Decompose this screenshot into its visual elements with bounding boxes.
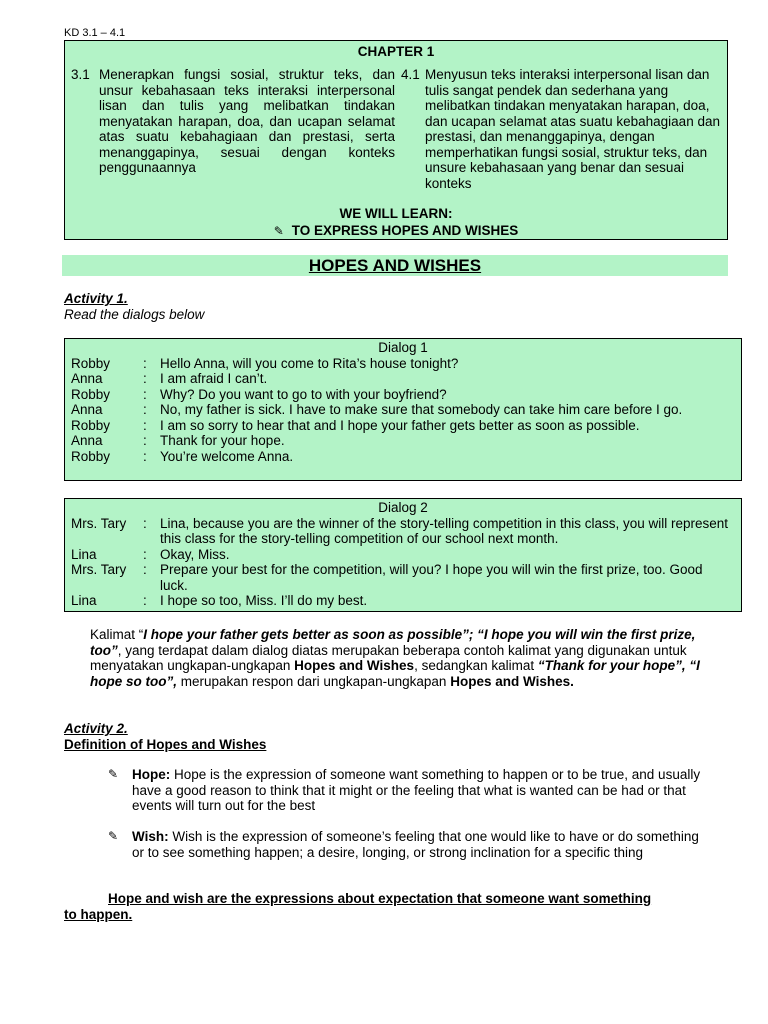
speaker: Robby bbox=[71, 386, 111, 402]
speaker: Robby bbox=[71, 417, 111, 433]
line-text: Hello Anna, will you come to Rita’s house tonight? bbox=[160, 355, 459, 371]
pencil-icon: ✎ bbox=[108, 767, 119, 781]
line-text: Why? Do you want to go to with your boyfriend? bbox=[160, 386, 447, 402]
colon: : bbox=[143, 433, 147, 448]
conclusion bbox=[64, 891, 664, 922]
explanation-part: Kalimat “ bbox=[90, 627, 144, 642]
dialog2-title: Dialog 2 bbox=[378, 500, 428, 515]
line-text: Prepare your best for the competition, will you? I hope you will win the first prize, too. Good luck. bbox=[160, 562, 703, 593]
speaker: Lina bbox=[71, 546, 97, 562]
activity2-subtitle: Definition of Hopes and Wishes bbox=[64, 737, 267, 752]
colon: : bbox=[143, 448, 147, 464]
dialog-line bbox=[65, 418, 741, 434]
speaker: Mrs. Tary bbox=[71, 515, 127, 531]
line-text: Lina, because you are the winner of the story-telling competition in this class, you will represent this class for the story-telling competition of our school next month. bbox=[160, 515, 729, 546]
kd-label: KD 3.1 – 4.1 bbox=[64, 27, 126, 39]
colon: : bbox=[143, 593, 147, 608]
dialog-line bbox=[65, 593, 741, 609]
line-text: Okay, Miss. bbox=[160, 546, 230, 562]
competency-text: Menerapkan fungsi sosial, struktur teks, dan unsur kebahasaan teks interaksi interpersonal lisan dan tulis yang melibatkan tindakan menyatakan harapan, doa, dan ucapan selamat atas suatu kebahagiaan dan prestasi, serta menanggapinya, sesuai dengan konteks penggunaannya bbox=[99, 67, 395, 175]
speaker: Lina bbox=[71, 593, 97, 608]
competency-number: 3.1 bbox=[71, 67, 90, 82]
competency-4-1 bbox=[401, 67, 725, 191]
colon: : bbox=[143, 515, 147, 531]
definition-text bbox=[132, 829, 708, 860]
colon: : bbox=[143, 386, 147, 402]
colon: : bbox=[143, 546, 147, 562]
speaker: Robby bbox=[71, 355, 111, 371]
learn-item-text: TO EXPRESS HOPES AND WISHES bbox=[291, 223, 519, 238]
colon: : bbox=[143, 562, 147, 577]
definition-body: Wish is the expression of someone’s feeling that one would like to have or do something or to see something happen; a desire, longing, or strong inclination for a specific thing bbox=[132, 829, 699, 860]
dialog-line bbox=[65, 449, 741, 465]
speaker: Robby bbox=[71, 448, 111, 464]
line-text: I am so sorry to hear that and I hope your father gets better as soon as possible. bbox=[160, 417, 640, 433]
keyword: Hopes and Wishes bbox=[294, 658, 415, 673]
competency-number: 4.1 bbox=[401, 67, 420, 82]
pencil-icon: ✎ bbox=[108, 829, 119, 843]
explanation-paragraph bbox=[90, 627, 700, 689]
colon: : bbox=[143, 402, 147, 417]
conclusion-text: Hope and wish are the expressions about expectation that someone want something to happen. bbox=[64, 891, 652, 922]
speaker: Anna bbox=[71, 371, 103, 386]
dialog-line bbox=[65, 356, 741, 372]
dialog-line bbox=[65, 433, 741, 449]
explanation-part: , yang terdapat dalam dialog diatas merupakan beberapa contoh kalimat yang digunakan untuk menyatakan ungkapan-ungkapan bbox=[90, 642, 687, 673]
line-text: No, my father is sick. I have to make sure that somebody can take him care before I go. bbox=[160, 402, 683, 417]
learn-item bbox=[65, 223, 727, 240]
definition-body: Hope is the expression of someone want something to happen or to be true, and usually have a good reason to think that it might or the feeling that what is wanted can be had or that events will turn out for the best bbox=[132, 767, 701, 813]
learn-title: WE WILL LEARN: bbox=[339, 206, 453, 221]
colon: : bbox=[143, 371, 147, 386]
line-text: I hope so too, Miss. I’ll do my best. bbox=[160, 593, 368, 608]
dialog-line bbox=[65, 371, 741, 387]
title-band bbox=[62, 255, 728, 276]
example-quote: I hope your father gets better as soon as possible”; “I hope you will win the first prize, too” bbox=[90, 627, 696, 658]
activity1-subtitle: Read the dialogs below bbox=[64, 307, 205, 322]
speaker: Anna bbox=[71, 402, 103, 417]
dialog-line bbox=[65, 402, 741, 418]
definition-hope bbox=[108, 767, 708, 814]
competency-text: Menyusun teks interaksi interpersonal lisan dan tulis sangat pendek dan sederhana yang melibatkan tindakan menyatakan harapan, doa, dan ucapan selamat atas suatu kebahagiaan dan prestasi, dan menanggapinya, dengan memperhatikan fungsi sosial, struktur teks, dan unsure kebahasaan yang benar dan sesuai konteks bbox=[425, 67, 720, 191]
dialog-line bbox=[65, 562, 741, 593]
page-title: HOPES AND WISHES bbox=[308, 256, 482, 275]
chapter-box bbox=[64, 40, 728, 240]
definition-wish bbox=[108, 829, 708, 860]
line-text: I am afraid I can’t. bbox=[160, 371, 268, 386]
activity2-title: Activity 2. bbox=[64, 721, 128, 736]
dialog-line bbox=[65, 516, 741, 547]
chapter-title: CHAPTER 1 bbox=[357, 44, 435, 59]
dialog1-box bbox=[64, 338, 742, 481]
dialog-line bbox=[65, 387, 741, 403]
dialog-line bbox=[65, 547, 741, 563]
definition-label: Hope: bbox=[132, 767, 171, 782]
colon: : bbox=[143, 417, 147, 433]
dialog2-box bbox=[64, 498, 742, 612]
colon: : bbox=[143, 355, 147, 371]
speaker: Anna bbox=[71, 433, 103, 448]
speaker: Mrs. Tary bbox=[71, 562, 127, 577]
pencil-icon: ✎ bbox=[273, 224, 284, 238]
activity1-title: Activity 1. bbox=[64, 291, 128, 306]
dialog1-title: Dialog 1 bbox=[378, 340, 428, 355]
definition-text bbox=[132, 767, 708, 814]
explanation-part: merupakan respon dari ungkapan-ungkapan bbox=[177, 673, 451, 689]
line-text: You’re welcome Anna. bbox=[160, 448, 294, 464]
response-quote: “Thank for your hope”, “I hope so too”, bbox=[90, 658, 700, 689]
line-text: Thank for your hope. bbox=[160, 433, 285, 448]
keyword: Hopes and Wishes. bbox=[450, 673, 574, 689]
explanation-part: , sedangkan kalimat bbox=[414, 658, 538, 673]
competency-3-1 bbox=[71, 67, 395, 176]
definition-label: Wish: bbox=[132, 829, 169, 844]
